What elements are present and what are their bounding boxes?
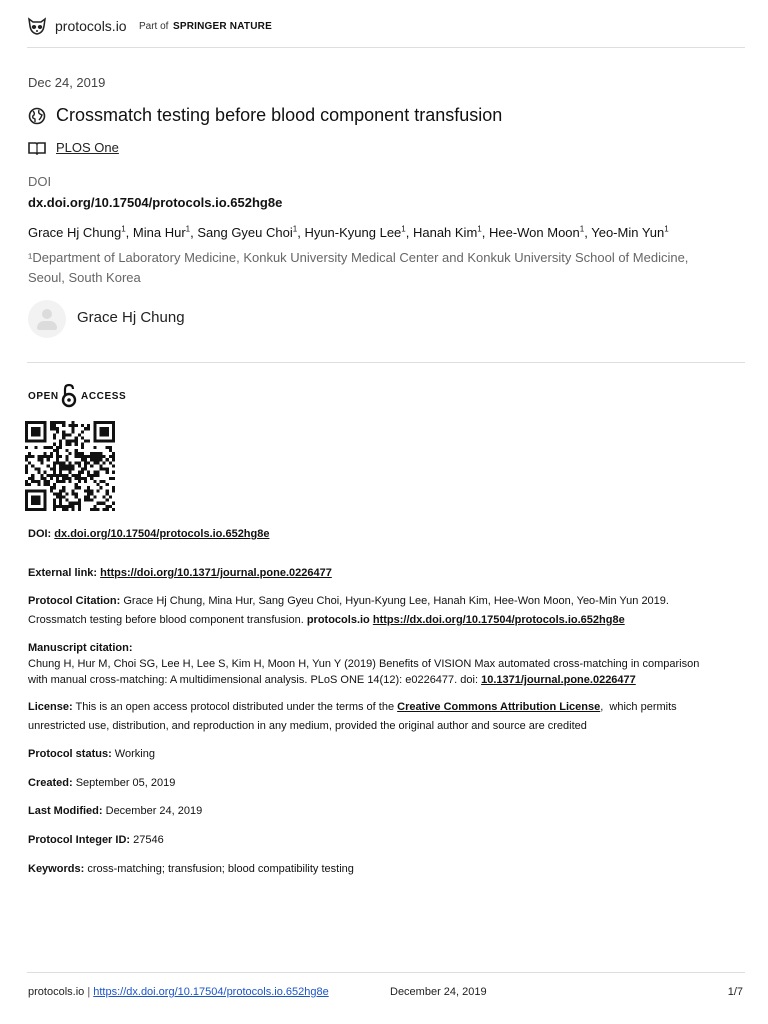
author-affiliation-mark: 1 (401, 224, 406, 234)
author-affiliation-mark: 1 (121, 224, 126, 234)
open-access-right: ACCESS (81, 391, 127, 402)
footer-date: December 24, 2019 (390, 986, 487, 998)
footer (28, 986, 743, 998)
author-affiliation-mark: 1 (664, 224, 669, 234)
keywords-value: cross-matching; transfusion; blood compatibility testing (87, 863, 354, 875)
footer-doi-link[interactable]: https://dx.doi.org/10.17504/protocols.io.652hg8e (93, 986, 329, 998)
publish-date: Dec 24, 2019 (28, 75, 106, 90)
detail-doi-link[interactable]: dx.doi.org/10.17504/protocols.io.652hg8e (54, 528, 270, 540)
author-name: Grace Hj Chung (28, 225, 122, 240)
page-title: Crossmatch testing before blood component transfusion (56, 105, 503, 125)
created-label: Created: (28, 777, 73, 789)
author-separator: , (584, 225, 592, 240)
open-access-left: OPEN (28, 391, 59, 402)
section-divider (27, 362, 745, 363)
author-name: Mina Hur (132, 225, 186, 240)
citation-text-2: Crossmatch testing before blood component transfusion. (28, 614, 304, 626)
author-affiliation-mark: 1 (185, 224, 191, 234)
header (27, 14, 327, 40)
detail-integer-id (28, 831, 743, 850)
user-avatar-icon (28, 300, 66, 338)
footer-brand: protocols.io (28, 986, 85, 998)
modified-label: Last Modified: (28, 805, 103, 817)
book-icon (28, 141, 46, 155)
open-access-badge (28, 383, 138, 409)
contact-author-name[interactable]: Grace Hj Chung (77, 309, 185, 326)
manuscript-line-2: with manual cross-matching: A multidimensional analysis. PLoS ONE 14(12): e0226477. doi: (28, 674, 479, 686)
integer-value: 27546 (133, 834, 164, 846)
license-text-2: , which permits (600, 701, 677, 713)
manuscript-link[interactable]: 10.1371/journal.pone.0226477 (481, 674, 636, 686)
citation-source: protocols.io (306, 614, 370, 626)
qr-code-icon (25, 421, 115, 511)
author-separator: , (125, 225, 133, 240)
license-line-2: unrestricted use, distribution, and reproduction in any medium, provided the original author and source are credited (28, 720, 587, 732)
author-name: Yeo-Min Yun (591, 225, 665, 240)
created-value: September 05, 2019 (75, 777, 176, 789)
external-link-label: External link: (28, 567, 98, 579)
status-label: Protocol status: (28, 748, 112, 760)
author-name: Sang Gyeu Choi (197, 225, 293, 240)
integer-label: Protocol Integer ID: (28, 834, 131, 846)
raccoon-logo-icon (27, 16, 47, 36)
manuscript-line-1: Chung H, Hur M, Choi SG, Lee H, Lee S, Kim H, Moon H, Yun Y (2019) Benefits of VISION Max automated cross-matching in comparison (28, 658, 700, 670)
keywords-label: Keywords: (28, 863, 85, 875)
author-affiliation-mark: 1 (579, 224, 585, 234)
detail-manuscript-citation (28, 640, 743, 688)
external-link-url[interactable]: https://doi.org/10.1371/journal.pone.0226477 (100, 567, 332, 579)
license-text: This is an open access protocol distributed under the terms of the (75, 701, 395, 713)
open-access-lock-icon (61, 383, 77, 409)
license-label: License: (28, 701, 73, 713)
author-name: Hanah Kim (412, 225, 478, 240)
author-separator: , (405, 225, 413, 240)
journal-link[interactable]: PLOS One (56, 140, 119, 155)
detail-protocol-citation (28, 592, 743, 630)
author-name: Hee-Won Moon (488, 225, 580, 240)
footer-page-number: 1/7 (727, 986, 743, 998)
modified-value: December 24, 2019 (105, 805, 203, 817)
author-list (28, 225, 669, 240)
doi-label: DOI (28, 174, 52, 189)
doi-value[interactable]: dx.doi.org/10.17504/protocols.io.652hg8e (28, 195, 283, 210)
author-separator: , (481, 225, 489, 240)
affiliation-line-1: ¹Department of Laboratory Medicine, Konkuk University Medical Center and Konkuk University School of Medicine, (28, 250, 689, 265)
footer-separator: | (87, 986, 91, 998)
author-separator: , (297, 225, 305, 240)
citation-text: Grace Hj Chung, Mina Hur, Sang Gyeu Choi, Hyun-Kyung Lee, Hanah Kim, Hee-Won Moon, Yeo-Min Yun 2019. (123, 595, 669, 607)
license-link[interactable]: Creative Commons Attribution License (397, 701, 601, 713)
author-name: Hyun-Kyung Lee (304, 225, 402, 240)
affiliation-line-2: Seoul, South Korea (28, 270, 141, 285)
part-of-label: Part of (139, 21, 169, 32)
author-affiliation-mark: 1 (292, 224, 298, 234)
detail-doi (28, 525, 743, 544)
citation-label: Protocol Citation: (28, 595, 121, 607)
author-affiliation-mark: 1 (477, 224, 482, 234)
detail-external-link (28, 564, 743, 583)
header-divider (27, 47, 745, 48)
globe-icon (28, 107, 46, 125)
detail-doi-label: DOI: (28, 528, 52, 540)
detail-protocol-status (28, 745, 743, 764)
status-value: Working (114, 748, 155, 760)
detail-created (28, 774, 743, 793)
detail-license (28, 698, 743, 736)
publisher-name: SPRINGER NATURE (173, 21, 272, 32)
author-separator: , (190, 225, 198, 240)
detail-last-modified (28, 802, 743, 821)
footer-divider (27, 972, 745, 973)
manuscript-label: Manuscript citation: (28, 642, 133, 654)
detail-keywords (28, 860, 743, 879)
citation-link[interactable]: https://dx.doi.org/10.17504/protocols.io.652hg8e (372, 614, 625, 626)
brand-name[interactable]: protocols.io (55, 18, 127, 34)
